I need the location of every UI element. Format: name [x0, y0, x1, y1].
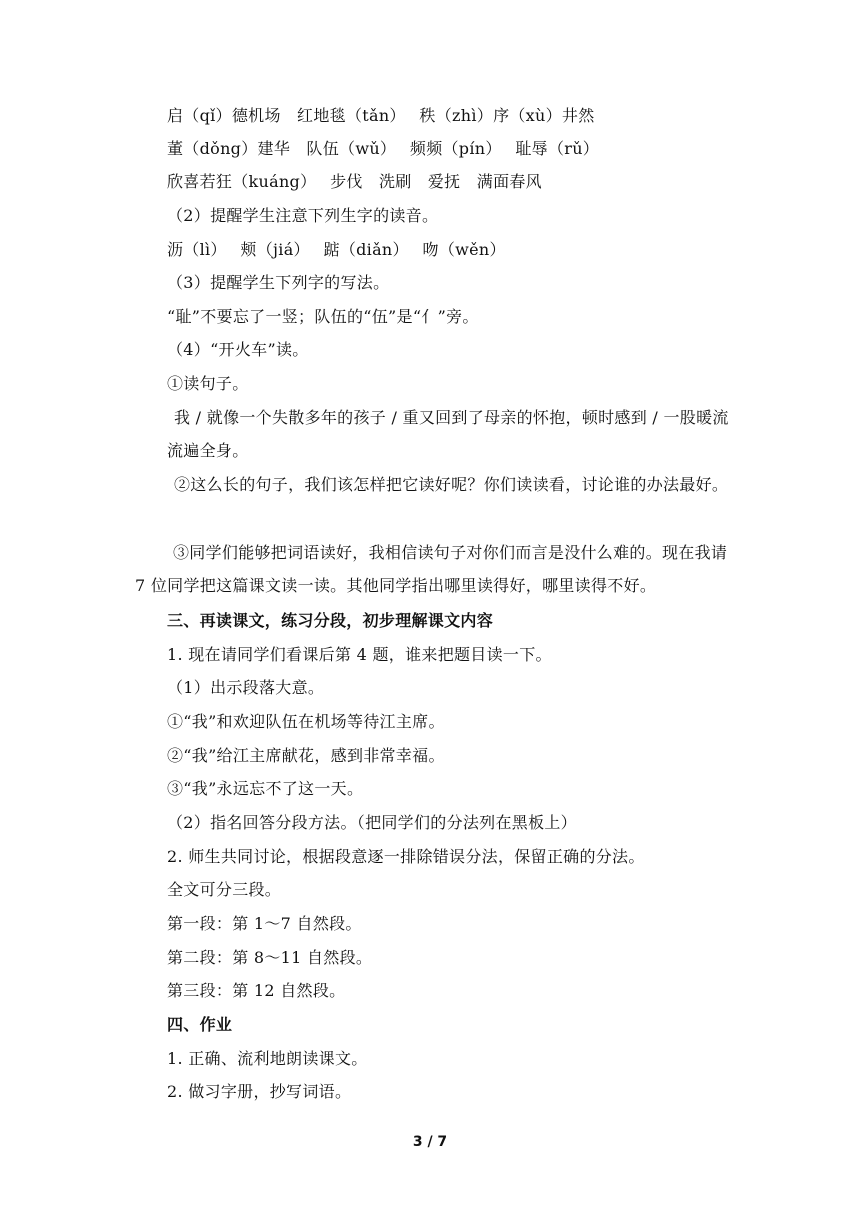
text-line: （2）指名回答分段方法。（把同学们的分法列在黑板上） — [167, 813, 577, 832]
text-line: 董（dǒng）建华 队伍（wǔ） 频频（pín） 耻辱（rǔ） — [167, 139, 600, 158]
paragraph: ②这么长的句子，我们该怎样把它读好呢？你们读读看，讨论谁的办法最好。 — [174, 475, 729, 494]
text-line: （4）“开火车”读。 — [167, 340, 309, 359]
text-line: ①读句子。 — [167, 374, 249, 393]
text-line: 1. 现在请同学们看课后第 4 题，谁来把题目读一下。 — [167, 645, 552, 664]
text-line: ②“我”给江主席献花，感到非常幸福。 — [167, 746, 445, 765]
text-line: 1. 正确、流利地朗读课文。 — [167, 1049, 368, 1068]
text-line: 第一段：第 1～7 自然段。 — [167, 914, 362, 933]
text-line: 启（qǐ）德机场 红地毯（tǎn） 秩（zhì）序（xù）井然 — [167, 106, 595, 125]
text-line: 全文可分三段。 — [167, 880, 282, 899]
text-line: 2. 做习字册，抄写词语。 — [167, 1082, 352, 1101]
page-number: 3 / 7 — [412, 1134, 448, 1150]
section-heading: 三、再读课文，练习分段，初步理解课文内容 — [167, 611, 494, 630]
text-line: 欣喜若狂（kuáng） 步伐 洗刷 爱抚 满面春风 — [167, 172, 542, 191]
text-line: “耻”不要忘了一竖；队伍的“伍”是“亻”旁。 — [167, 307, 479, 326]
text-line: 沥（lì） 颊（jiá） 踮（diǎn） 吻（wěn） — [167, 240, 506, 259]
text-line: 第二段：第 8～11 自然段。 — [167, 948, 373, 967]
text-line: （3）提醒学生下列字的写法。 — [167, 273, 390, 292]
text-line: （1）出示段落大意。 — [167, 678, 325, 697]
text-line: （2）提醒学生注意下列生字的读音。 — [167, 206, 439, 225]
paragraph: ③同学们能够把词语读好，我相信读句子对你们而言是没什么难的。现在我请 7 位同学把这篇课文读一读。其他同学指出哪里读得好，哪里读得不好。 — [135, 543, 728, 595]
paragraph: 我 / 就像一个失散多年的孩子 / 重又回到了母亲的怀抱，顿时感到 / 一股暖流流遍全身。 — [167, 408, 729, 460]
text-line: ③“我”永远忘不了这一天。 — [167, 779, 364, 798]
text-line: 第三段：第 12 自然段。 — [167, 981, 346, 1000]
text-line: 2. 师生共同讨论，根据段意逐一排除错误分法，保留正确的分法。 — [167, 847, 645, 866]
text-line: ①“我”和欢迎队伍在机场等待江主席。 — [167, 712, 445, 731]
section-heading: 四、作业 — [167, 1015, 233, 1034]
